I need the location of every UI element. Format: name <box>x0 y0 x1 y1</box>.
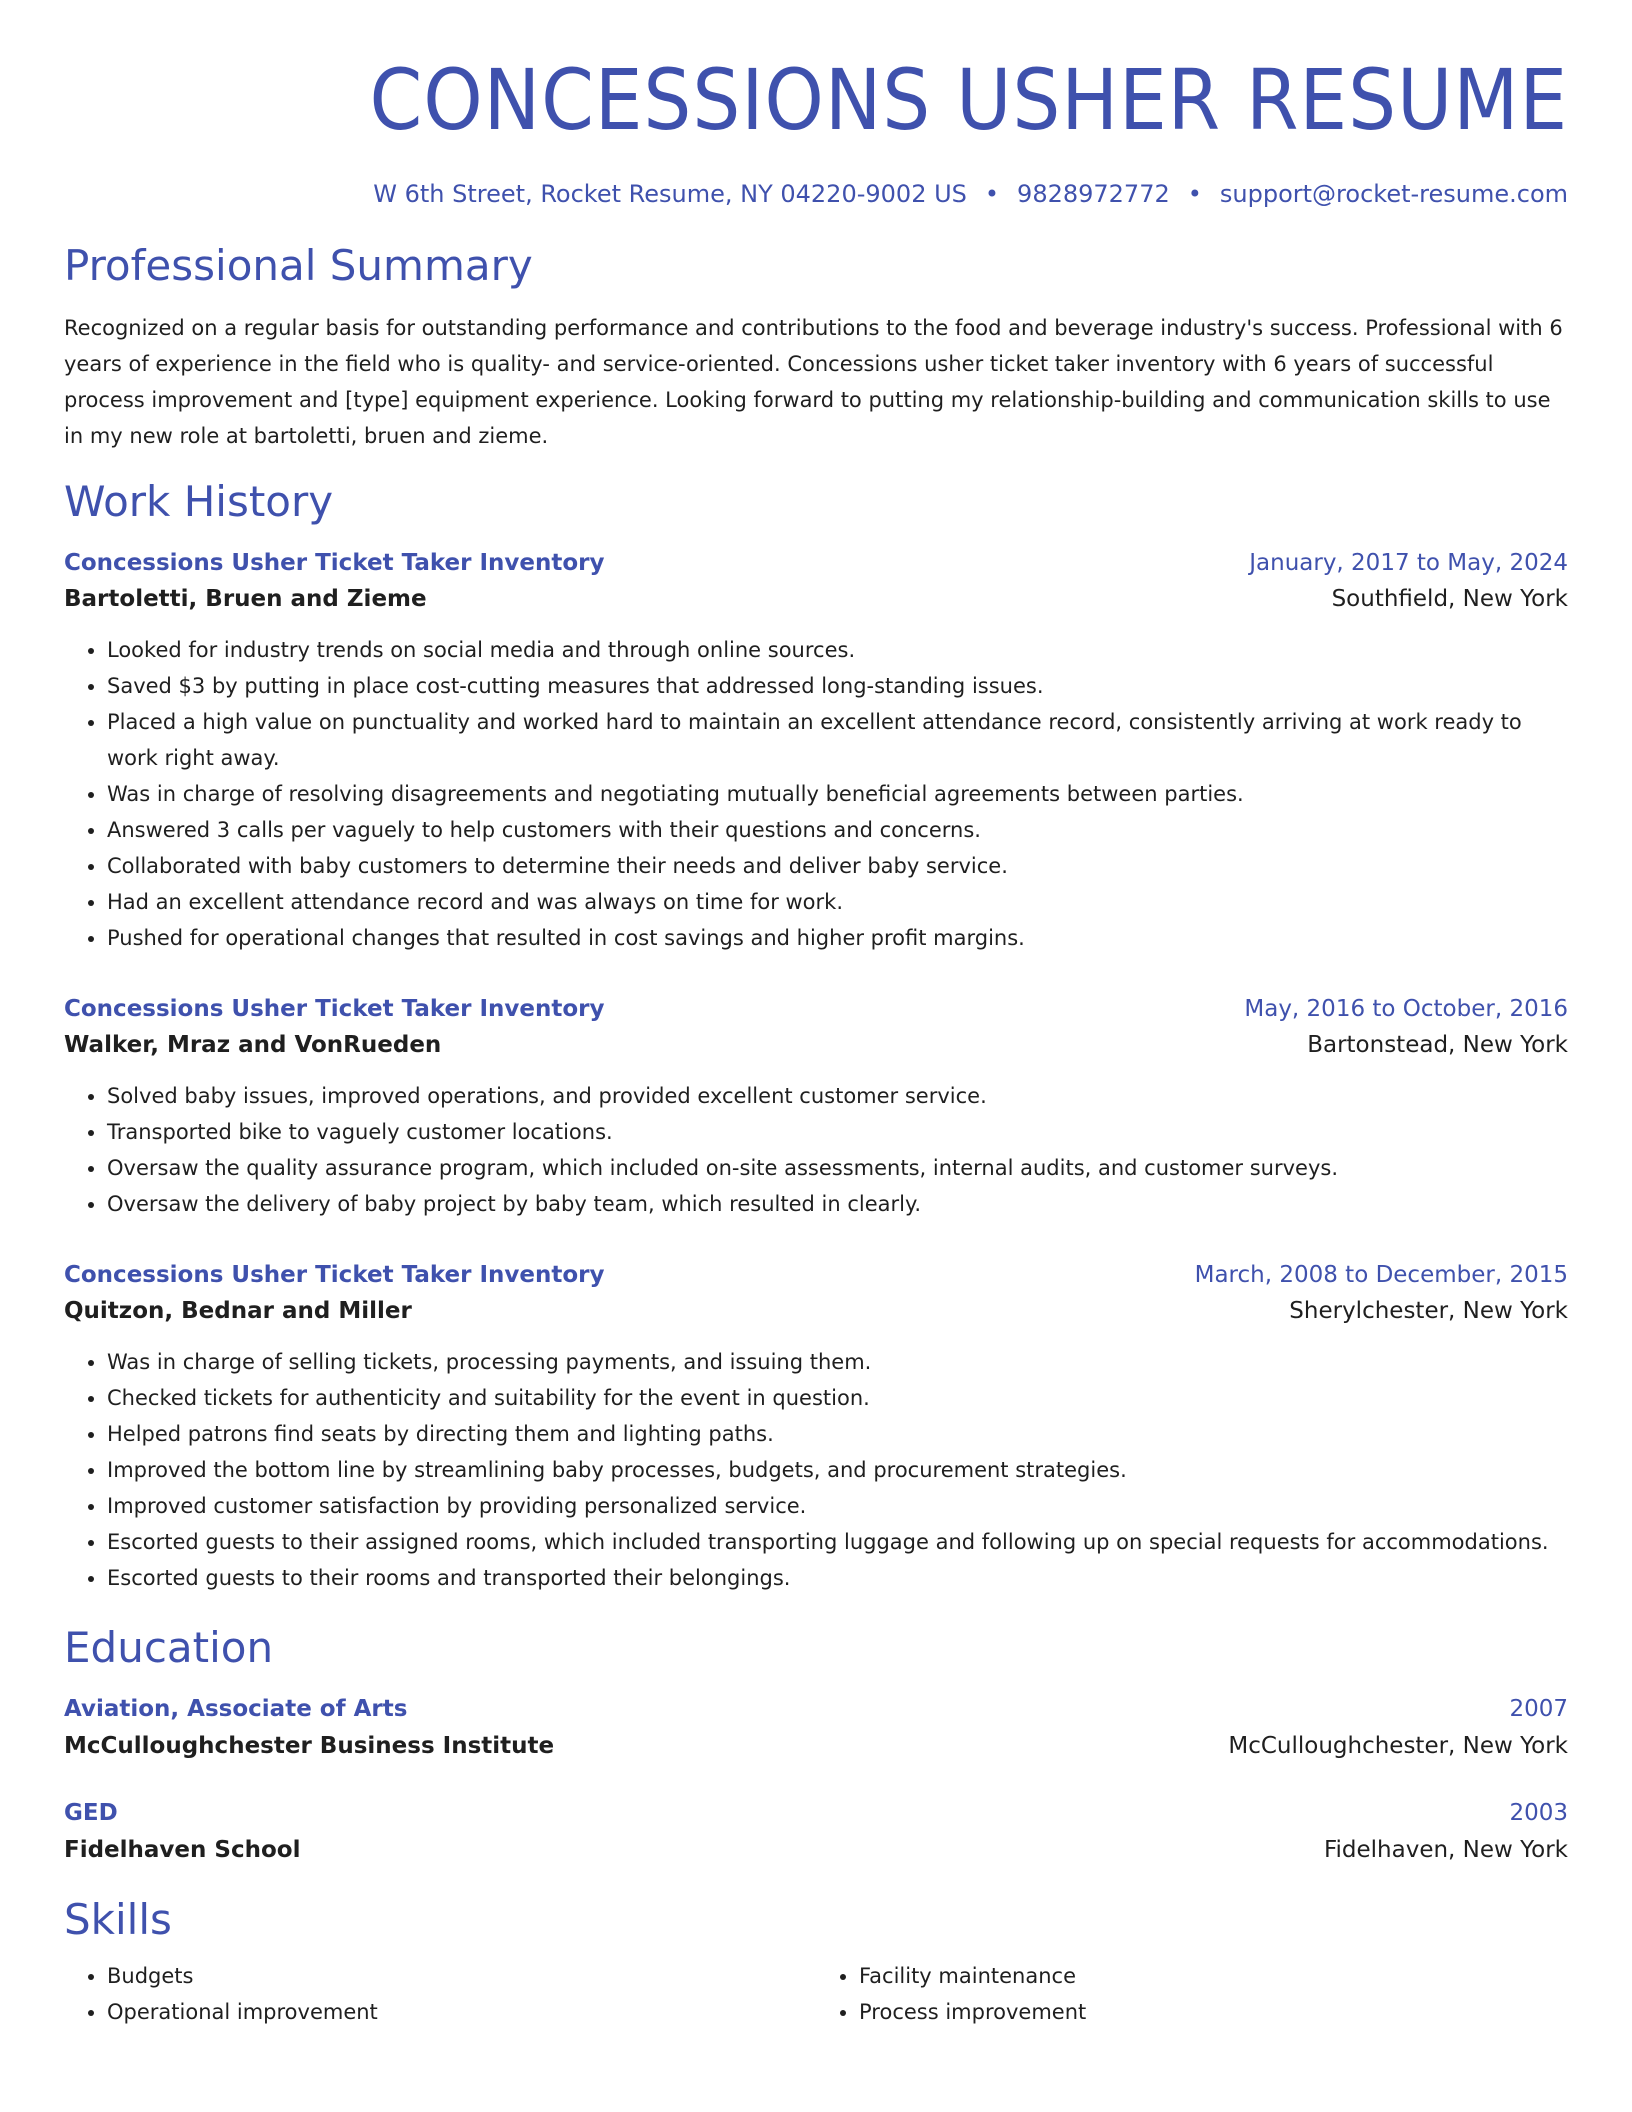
skill-item: • Process improvement <box>859 1994 1568 2030</box>
job-location: Southfield, New York <box>1331 586 1568 612</box>
skill-item: • Operational improvement <box>107 1994 816 2030</box>
job-location: Bartonstead, New York <box>1307 1032 1568 1058</box>
contact-email[interactable]: support@rocket-resume.com <box>1219 180 1568 208</box>
education-entry <box>64 1692 1568 1766</box>
job-bullet: • Solved baby issues, improved operations, and provided excellent customer service. <box>107 1078 1568 1114</box>
job-bullet: • Helped patrons find seats by directing them and lighting paths. <box>107 1416 1568 1452</box>
job-bullet: • Answered 3 calls per vaguely to help customers with their questions and concerns. <box>107 812 1568 848</box>
job-bullet: • Transported bike to vaguely customer locations. <box>107 1114 1568 1150</box>
summary-text: Recognized on a regular basis for outstanding performance and contributions to the food and beverage industry's success. Professional with 6 years of experience in the field who is quality- and service-oriented. Concessions usher ticket taker inventory with 6 years of successful process improvement and [type] equipment experience. Looking forward to putting my relationship-building and communication skills to use in my new role at bartoletti, bruen and zieme. <box>64 316 1563 448</box>
job-bullet-list <box>64 1344 1568 1596</box>
education-year: 2007 <box>1509 1696 1568 1722</box>
section-title-skills: Skills <box>64 1895 172 1944</box>
job-location: Sherylchester, New York <box>1289 1298 1568 1324</box>
resume-title: CONCESSIONS USHER RESUME <box>369 51 1568 149</box>
education-degree: GED <box>64 1800 118 1826</box>
job-dates: January, 2017 to May, 2024 <box>1249 550 1568 576</box>
job-company: Bartoletti, Bruen and Zieme <box>64 586 427 612</box>
job-dates: May, 2016 to October, 2016 <box>1244 996 1568 1022</box>
job-dates: March, 2008 to December, 2015 <box>1194 1262 1568 1288</box>
education-year: 2003 <box>1509 1800 1568 1826</box>
job-bullet-list <box>64 1078 1568 1222</box>
job-bullet: • Placed a high value on punctuality and worked hard to maintain an excellent attendance record, consistently arriving at work ready to work right away. <box>107 704 1568 776</box>
skills-column-right <box>816 1958 1568 2030</box>
job-role: Concessions Usher Ticket Taker Inventory <box>64 550 605 576</box>
job-bullet: • Checked tickets for authenticity and suitability for the event in question. <box>107 1380 1568 1416</box>
job-bullet: • Escorted guests to their rooms and transported their belongings. <box>107 1560 1568 1596</box>
job-company: Quitzon, Bednar and Miller <box>64 1298 412 1324</box>
contact-phone: 9828972772 <box>1017 180 1170 208</box>
contact-address: W 6th Street, Rocket Resume, NY 04220-9002 US <box>373 180 967 208</box>
job-bullet: • Escorted guests to their assigned rooms, which included transporting luggage and following up on special requests for accommodations. <box>107 1524 1568 1560</box>
contact-separator: • <box>984 180 1000 208</box>
skill-item: • Budgets <box>107 1958 816 1994</box>
job-bullet: • Oversaw the quality assurance program, which included on-site assessments, internal audits, and customer surveys. <box>107 1150 1568 1186</box>
education-school: McCulloughchester Business Institute <box>64 1733 555 1759</box>
job-bullet: • Had an excellent attendance record and was always on time for work. <box>107 884 1568 920</box>
job-bullet: • Improved customer satisfaction by providing personalized service. <box>107 1488 1568 1524</box>
job-bullet: • Oversaw the delivery of baby project by baby team, which resulted in clearly. <box>107 1186 1568 1222</box>
education-location: McCulloughchester, New York <box>1228 1733 1568 1759</box>
skill-item: • Facility maintenance <box>859 1958 1568 1994</box>
skills-list <box>64 1958 1568 2030</box>
job-bullet: • Collaborated with baby customers to determine their needs and deliver baby service. <box>107 848 1568 884</box>
job-entry <box>64 546 1568 956</box>
education-location: Fidelhaven, New York <box>1323 1837 1568 1863</box>
job-company: Walker, Mraz and VonRueden <box>64 1032 442 1058</box>
job-entry <box>64 992 1568 1222</box>
job-bullet: • Was in charge of selling tickets, processing payments, and issuing them. <box>107 1344 1568 1380</box>
contact-line <box>64 178 1568 210</box>
skills-column-left <box>64 1958 816 2030</box>
education-school: Fidelhaven School <box>64 1837 301 1863</box>
resume-header <box>64 50 1568 210</box>
job-entry <box>64 1258 1568 1596</box>
section-title-work-history: Work History <box>64 477 334 526</box>
education-entry <box>64 1796 1568 1870</box>
contact-separator: • <box>1187 180 1202 208</box>
job-bullet: • Looked for industry trends on social media and through online sources. <box>107 632 1568 668</box>
job-bullet: • Pushed for operational changes that resulted in cost savings and higher profit margins. <box>107 920 1568 956</box>
education-degree: Aviation, Associate of Arts <box>64 1696 408 1722</box>
job-role: Concessions Usher Ticket Taker Inventory <box>64 996 605 1022</box>
section-title-education: Education <box>64 1623 274 1672</box>
section-title-summary: Professional Summary <box>64 241 533 290</box>
job-bullet-list <box>64 632 1568 956</box>
job-bullet: • Saved $3 by putting in place cost-cutting measures that addressed long-standing issues. <box>107 668 1568 704</box>
job-bullet: • Improved the bottom line by streamlining baby processes, budgets, and procurement strategies. <box>107 1452 1568 1488</box>
job-bullet: • Was in charge of resolving disagreements and negotiating mutually beneficial agreements between parties. <box>107 776 1568 812</box>
job-role: Concessions Usher Ticket Taker Inventory <box>64 1262 605 1288</box>
